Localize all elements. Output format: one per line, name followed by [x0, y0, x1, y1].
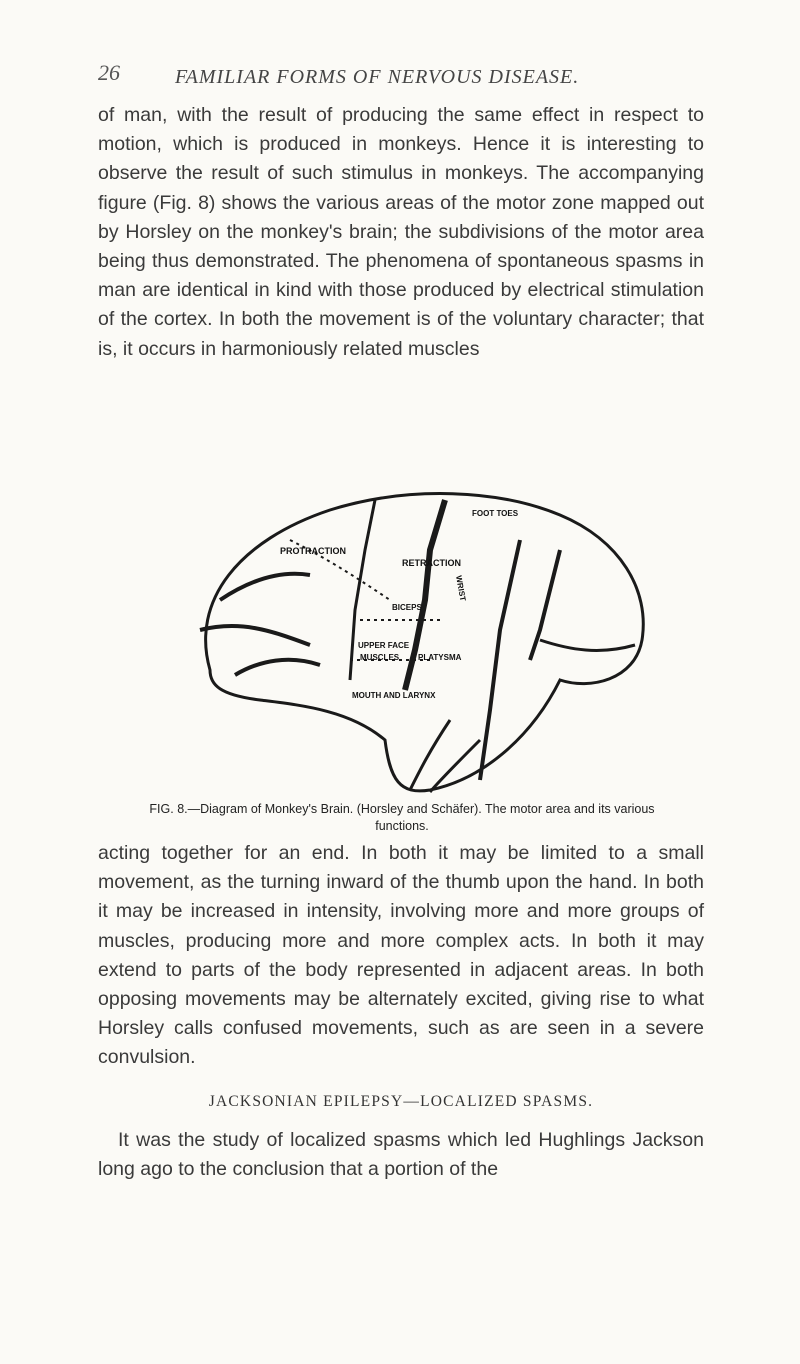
running-title: FAMILIAR FORMS OF NERVOUS DISEASE.: [175, 66, 580, 88]
section-heading: JACKSONIAN EPILEPSY—LOCALIZED SPASMS.: [208, 1093, 594, 1110]
label-platysma: PLATYSMA: [418, 653, 462, 662]
paragraph-3: It was the study of localized spasms which led Hughlings Jackson long ago to the conclusion that a portion of the: [98, 1129, 704, 1181]
fissure-1: [200, 626, 310, 645]
fissure-2: [220, 574, 310, 600]
label-wrist: WRIST: [454, 574, 468, 602]
fissure-7: [410, 720, 450, 790]
label-biceps: BICEPS: [392, 603, 422, 612]
fissure-3: [235, 660, 320, 675]
label-muscles: MUSCLES: [360, 653, 400, 662]
brain-diagram: [180, 480, 660, 798]
brain-diagram-figure: [180, 480, 660, 798]
label-retraction: RETRACTION: [402, 558, 461, 568]
label-foot-toes: FOOT TOES: [472, 509, 519, 518]
fissure-8: [430, 740, 480, 792]
label-mouth-and-larynx: MOUTH AND LARYNX: [352, 691, 436, 700]
page-number: 26: [98, 60, 120, 85]
fissure-6: [540, 640, 635, 650]
label-protraction: PROTRACTION: [280, 546, 346, 556]
paragraph-2: acting together for an end. In both it may be limited to a small movement, as the turning inward of the thumb upon the hand. In both it may be increased in intensity, involving more and more groups of muscles, producing more and more complex acts. In both it may extend to parts of the body represented in adjacent areas. In both opposing movements may be alternately excited, giving rise to what Horsley calls confused movements, such as are seen in a severe convulsion.: [98, 842, 704, 1069]
brain-outline: [206, 494, 644, 791]
paragraph-1: of man, with the result of producing the same effect in respect to motion, which is produced in monkeys. Hence it is interesting to observe the result of such stimulus in monkeys. The accompanying figure (Fig. 8) shows the various areas of the motor zone mapped out by Horsley on the monkey's brain; the subdivisions of the motor area being thus demonstrated. The phenomena of spontaneous spasms in man are identical in kind with those produced by electrical stimulation of the cortex. In both the movement is of the voluntary character; that is, it occurs in harmoniously related muscles: [98, 104, 704, 360]
label-upper-face: UPPER FACE: [358, 641, 410, 650]
figure-caption: FIG. 8.—Diagram of Monkey's Brain. (Horsley and Schäfer). The motor area and its various functions.: [149, 802, 655, 833]
